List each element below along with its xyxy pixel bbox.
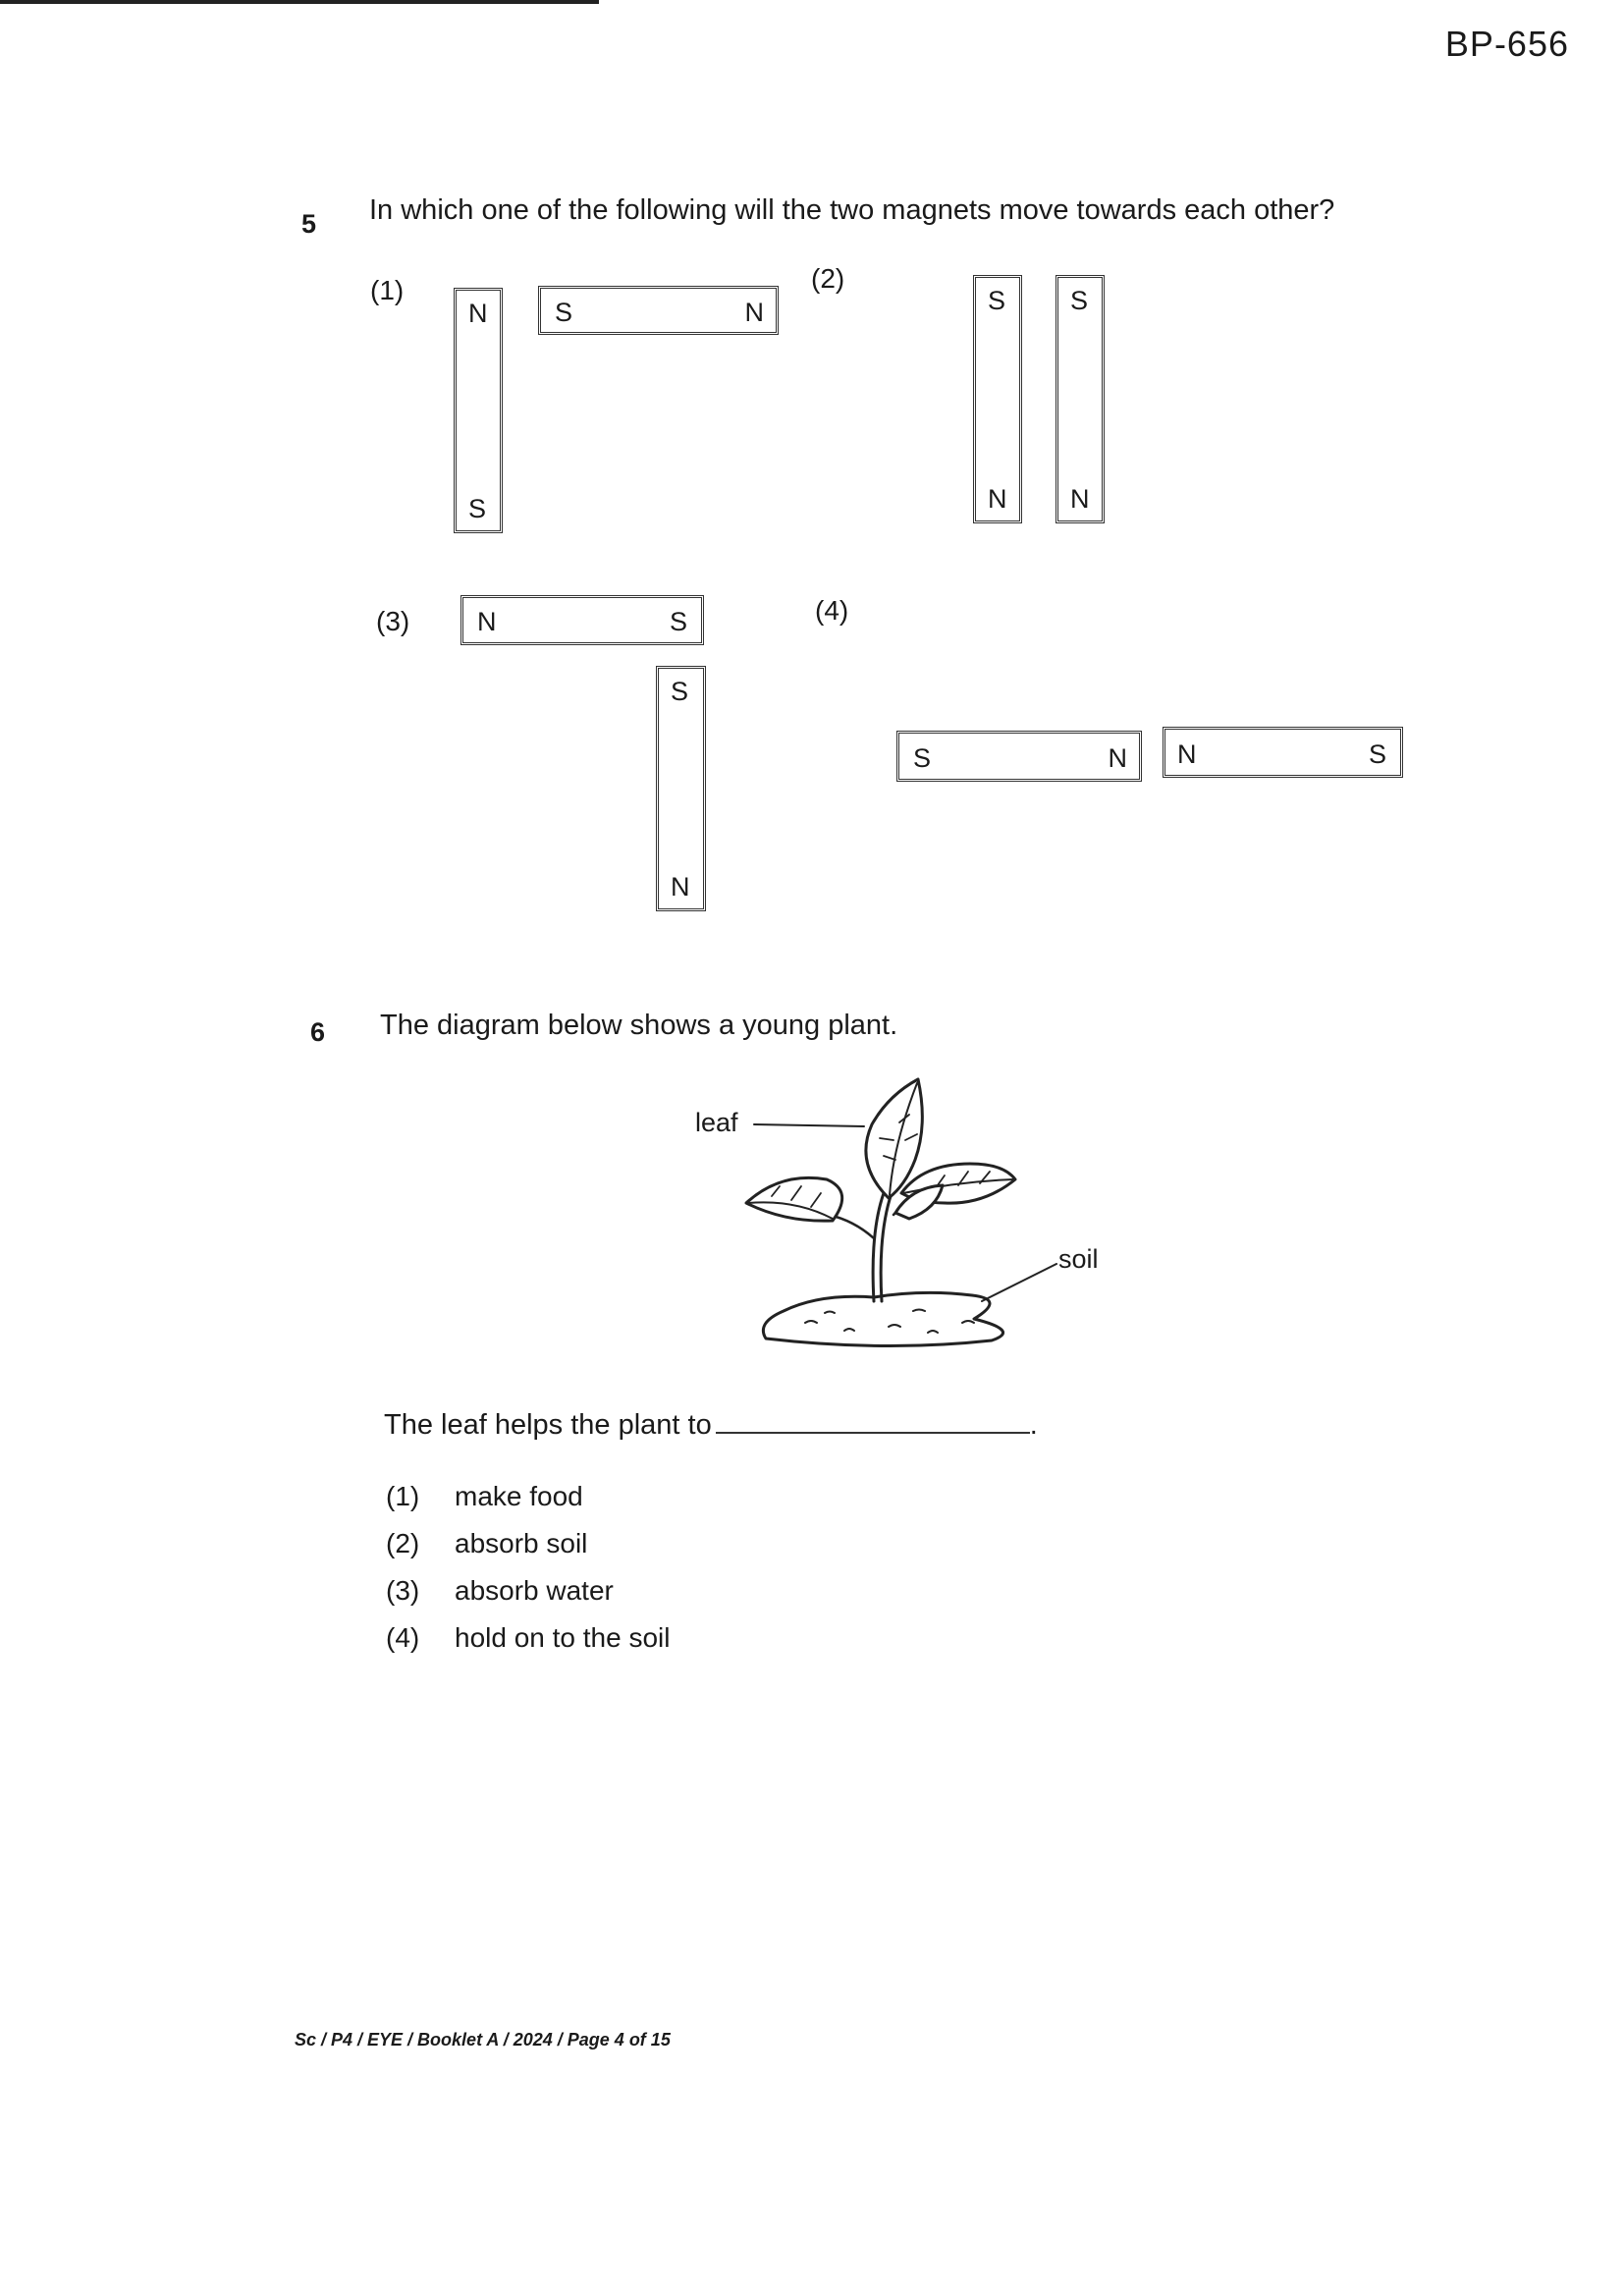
magnet-pole: S (913, 743, 932, 773)
q5-option-2-label[interactable]: (2) (811, 263, 845, 294)
magnet-pole: N (744, 298, 764, 327)
q5-opt3-magnet-vertical (656, 666, 706, 911)
choice-text: absorb soil (455, 1528, 588, 1558)
q5-opt4-magnet-right (1163, 727, 1403, 778)
booklet-code: BP-656 (1444, 24, 1569, 64)
soil-label: soil (1058, 1244, 1099, 1274)
q5-option-3-label[interactable]: (3) (376, 606, 410, 636)
leaf-label: leaf (695, 1108, 738, 1137)
magnet-pole: N (1070, 484, 1090, 514)
magnet-pole: N (468, 299, 488, 328)
magnet-pole: N (988, 484, 1007, 514)
q5-opt2-magnet-left (973, 275, 1022, 523)
choice-number: (1) (386, 1481, 420, 1511)
q6-choice-3[interactable] (386, 1575, 614, 1607)
question-5-number: 5 (301, 209, 317, 239)
q5-opt1-magnet-vertical (454, 288, 503, 533)
magnet-pole: S (988, 286, 1006, 315)
q5-opt2-magnet-right (1056, 275, 1105, 523)
question-6-stem (384, 1409, 1038, 1442)
page-footer: Sc / P4 / EYE / Booklet A / 2024 / Page 4 of 15 (295, 2030, 671, 2050)
magnet-pole: N (1177, 739, 1197, 769)
choice-number: (4) (386, 1622, 420, 1653)
top-border-line (0, 0, 599, 4)
choice-text: absorb water (455, 1575, 614, 1606)
choice-number: (2) (386, 1528, 420, 1558)
young-plant-illustration (727, 1066, 1119, 1360)
magnet-pole: N (1108, 743, 1127, 773)
magnet-pole: S (671, 677, 689, 706)
magnet-pole: S (1070, 286, 1089, 315)
magnet-pole: N (671, 872, 690, 902)
magnet-pole: S (669, 607, 687, 636)
magnet-pole: S (1368, 739, 1386, 769)
question-6-text: The diagram below shows a young plant. (380, 1010, 898, 1041)
question-6-stem-text: The leaf helps the plant to (384, 1409, 712, 1441)
q5-opt4-magnet-left (896, 731, 1142, 782)
question-5-text: In which one of the following will the two magnets move towards each other? (369, 194, 1335, 226)
q6-choice-4[interactable] (386, 1622, 671, 1654)
q6-choice-2[interactable] (386, 1528, 587, 1559)
magnet-pole: N (477, 607, 497, 636)
magnet-pole: S (555, 298, 573, 327)
choice-text: make food (455, 1481, 583, 1511)
stem-end-period: . (1029, 1409, 1038, 1441)
choice-text: hold on to the soil (455, 1622, 671, 1653)
q6-choice-1[interactable] (386, 1481, 583, 1512)
young-plant-diagram (727, 1066, 1119, 1360)
q5-opt3-magnet-horizontal (460, 595, 704, 645)
choice-number: (3) (386, 1575, 420, 1606)
q5-opt1-magnet-horizontal (538, 286, 779, 335)
q5-option-4-label[interactable]: (4) (815, 595, 849, 626)
q5-option-1-label[interactable]: (1) (370, 275, 405, 305)
question-6-number: 6 (310, 1017, 326, 1047)
answer-blank (716, 1431, 1030, 1434)
magnet-pole: S (468, 494, 487, 523)
